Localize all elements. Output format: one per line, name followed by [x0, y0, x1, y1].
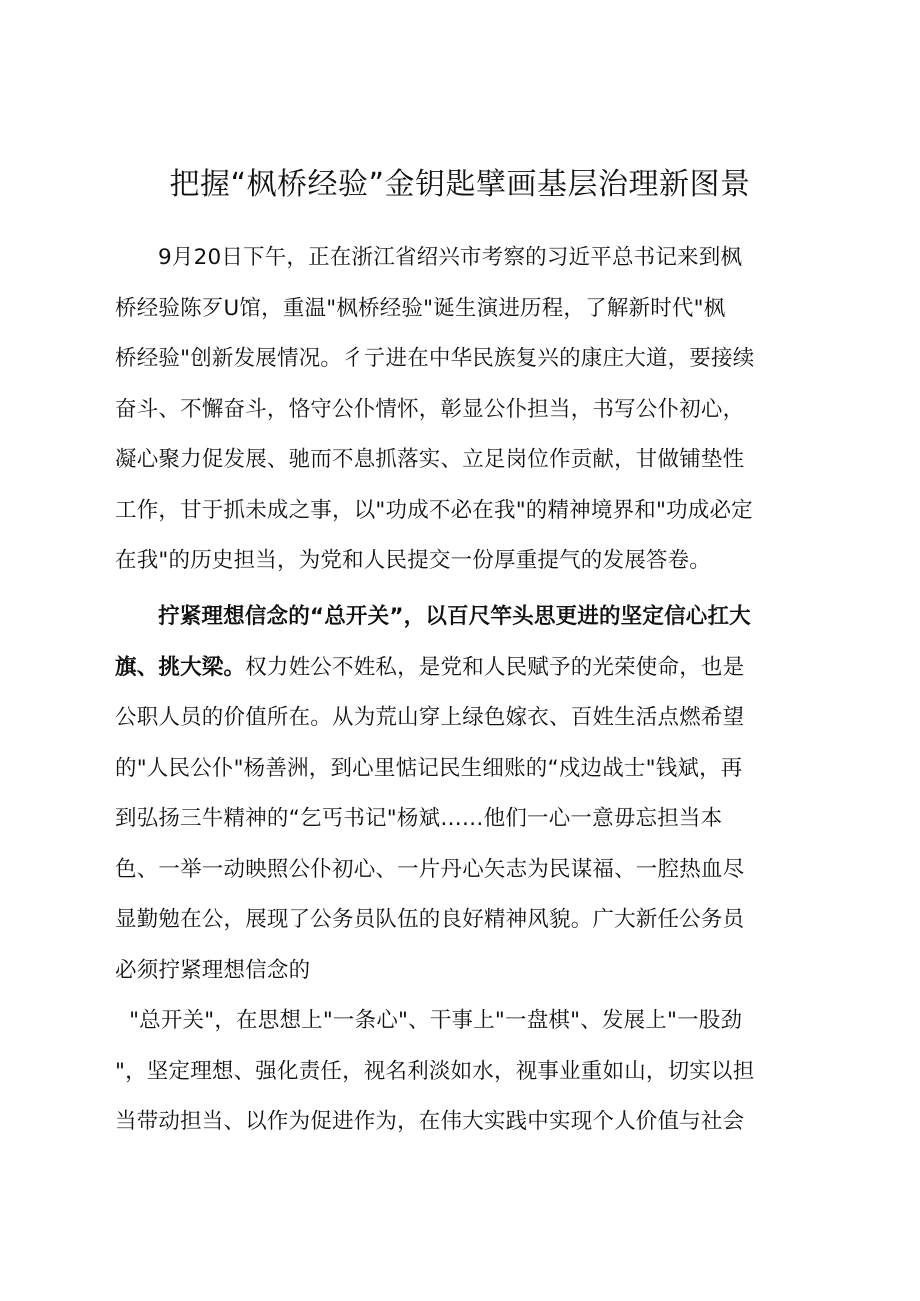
paragraph-lead-heading: 拧紧理想信念的“总开关”，以百尺竿头思更进的坚定信心扛大 — [158, 604, 751, 629]
paragraph-line: 奋斗、不懈奋斗，恪守公仆情怀，彰显公仆担当，书写公仆初心， — [115, 396, 745, 422]
paragraph-line: "总开关"，在思想上"一条心"、干事上"一盘棋"、发展上"一股劲 — [115, 1008, 743, 1033]
paragraph-line: 显勤勉在公，展现了公务员队伍的良好精神风貌。广大新任公务员 — [115, 907, 745, 932]
paragraph-lead-heading-end: 旗、挑大梁。 — [115, 654, 246, 680]
paragraph-2 — [115, 592, 805, 1148]
paragraph-line: 桥经验"创新发展情况。彳亍进在中华民族复兴的康庄大道，要接续 — [115, 346, 755, 371]
paragraph-line — [115, 643, 805, 694]
paragraph-line: 必须拧紧理想信念的 — [115, 957, 311, 983]
document-title: 把握“枫桥经验”金钥匙擘画基层治理新图景 — [169, 167, 751, 202]
paragraph-line: 当带动担当、以作为促进作为，在伟大实践中实现个人价值与社会 — [115, 1109, 745, 1134]
paragraph-line: 桥经验陈歹U馆，重温"枫桥经验"诞生演进历程，了解新时代"枫 — [115, 295, 726, 321]
paragraph-line: "，坚定理想、强化责任，视名利淡如水，视事业重如山，切实以担 — [115, 1058, 755, 1084]
paragraph-line: 色、一举一动映照公仆初心、一片丹心矢志为民谋福、一腔热血尽 — [115, 856, 745, 882]
paragraph-line-text: 权力姓公不姓私，是党和人民赋予的光荣使命，也是 — [245, 654, 745, 680]
paragraph-line: 凝心聚力促发展、驰而不息抓落实、立足岗位作贡献，甘做铺垫性 — [115, 447, 745, 472]
paragraph-line: 的"人民公仆"杨善洲，到心里惦记民生细账的“戍边战士"钱斌，再 — [115, 755, 743, 781]
paragraph-1 — [115, 233, 805, 587]
paragraph-line: 到弘扬三牛精神的“乞丐书记"杨斌……他们一心一意毋忘担当本 — [115, 806, 723, 831]
paragraph-line: 在我"的历史担当，为党和人民提交一份厚重提气的发展答卷。 — [115, 548, 711, 573]
paragraph-line: 公职人员的价值所在。从为荒山穿上绿色嫁衣、百姓生活点燃希望 — [115, 705, 745, 730]
paragraph-line: 工作，甘于抓未成之事，以"功成不必在我"的精神境界和"功成必定 — [115, 497, 753, 523]
paragraph-line: 9月20日下午，正在浙江省绍兴市考察的习近平总书记来到枫 — [158, 245, 743, 270]
